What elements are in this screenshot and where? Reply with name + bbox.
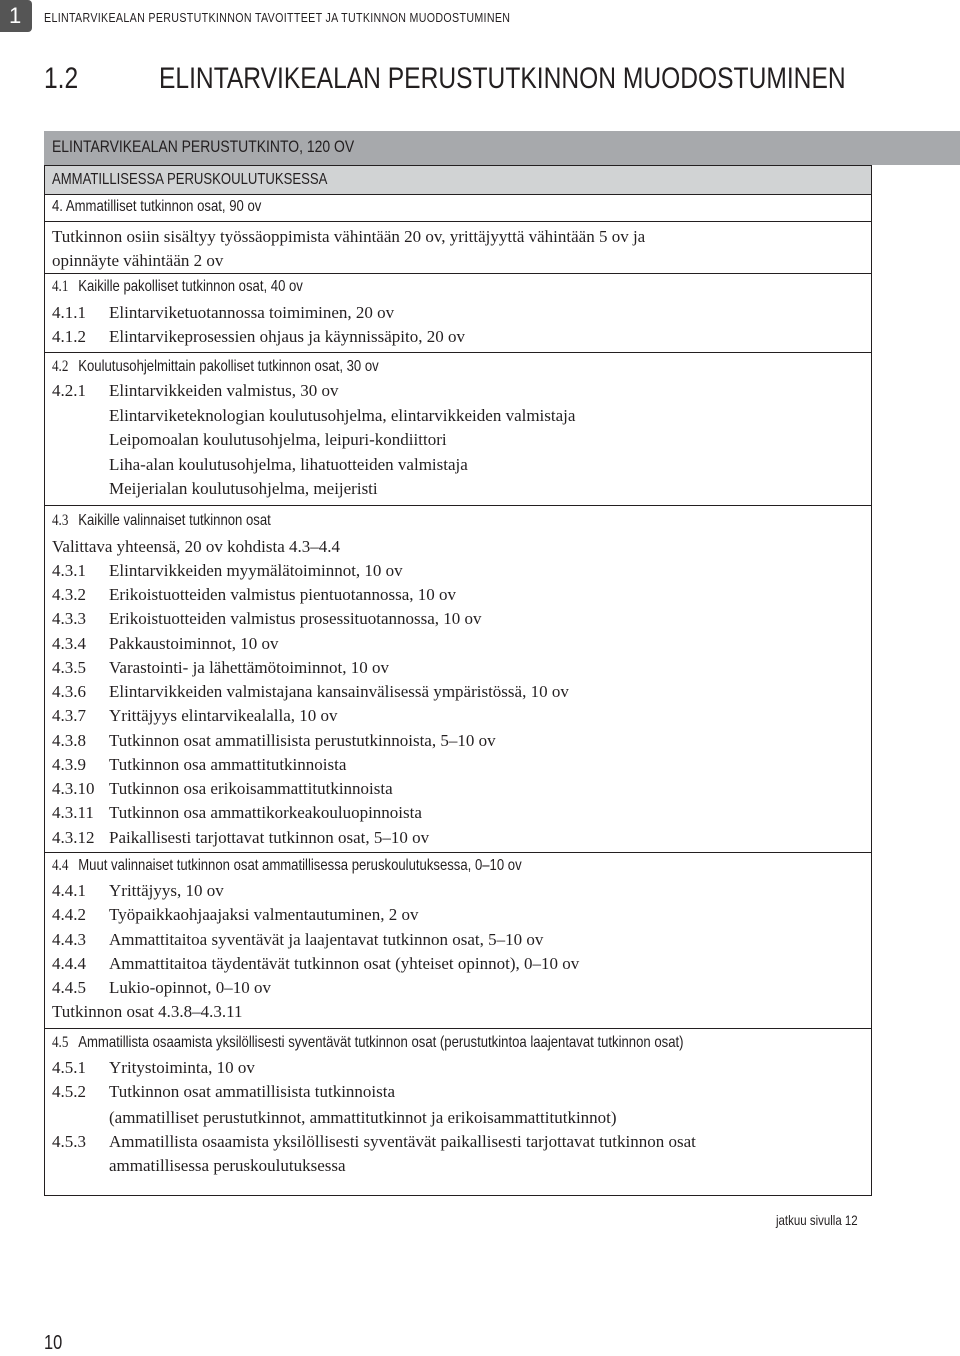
group-title: Koulutusohjelmittain pakolliset tutkinnon osat, 30 ov [78, 358, 379, 375]
list-item: 4.3.7 Yrittäjyys elintarvikealalla, 10 ov [52, 706, 338, 725]
group-title: Kaikille pakolliset tutkinnon osat, 40 ov [78, 278, 303, 295]
section-number: 1.2 [44, 62, 79, 95]
running-header [0, 0, 960, 36]
divider [45, 852, 871, 853]
group-title: Muut valinnaiset tutkinnon osat ammatillisessa peruskoulutuksessa, 0–10 ov [78, 857, 522, 874]
group-number: 4.1 [52, 278, 69, 295]
page-number: 10 [44, 1332, 63, 1354]
group-number: 4.2 [52, 358, 69, 375]
list-item: 4.2.1 Elintarvikkeiden valmistus, 30 ov [52, 381, 339, 400]
list-item: 4.4.2 Työpaikkaohjaajaksi valmentautuminen, 2 ov [52, 905, 419, 924]
part4-heading: 4. Ammatilliset tutkinnon osat, 90 ov [52, 198, 262, 215]
list-item-cont: (ammatilliset perustutkinnot, ammattitutkinnot ja erikoisammattitutkinnot) [109, 1108, 617, 1127]
divider [45, 221, 871, 222]
divider [45, 1028, 871, 1029]
list-item: 4.3.10 Tutkinnon osa erikoisammattitutkinnoista [52, 779, 393, 798]
divider [45, 505, 871, 506]
list-item: 4.3.2 Erikoistuotteiden valmistus pientuotannossa, 10 ov [52, 585, 457, 604]
programme-line: Meijerialan koulutusohjelma, meijeristi [109, 479, 378, 498]
list-item: 4.4.5 Lukio-opinnot, 0–10 ov [52, 978, 271, 997]
group-number: 4.4 [52, 857, 69, 874]
programme-line: Leipomoalan koulutusohjelma, leipuri-kondiittori [109, 430, 447, 449]
part4-intro: Tutkinnon osiin sisältyy työssäoppimista vähintään 20 ov, yrittäjyyttä vähintään 5 ov ja [52, 227, 646, 246]
list-item: 4.5.3 Ammatillista osaamista yksilöllisesti syventävät paikallisesti tarjottavat tutkinnon osat [52, 1132, 696, 1151]
programme-line: Elintarviketeknologian koulutusohjelma, elintarvikkeiden valmistaja [109, 406, 576, 425]
list-item: 4.3.11 Tutkinnon osa ammattikorkeakouluopinnoista [52, 803, 422, 822]
degree-bar [44, 131, 960, 165]
school-title: AMMATILLISESSA PERUSKOULUTUKSESSA [52, 171, 328, 188]
list-item: 4.3.6 Elintarvikkeiden valmistajana kansainvälisessä ympäristössä, 10 ov [52, 682, 569, 701]
group-number: 4.3 [52, 512, 69, 529]
degree-title: ELINTARVIKEALAN PERUSTUTKINTO, 120 OV [52, 137, 355, 156]
list-item: 4.1.1 Elintarviketuotannossa toimiminen, 20 ov [52, 303, 395, 322]
structure-table [44, 165, 872, 1196]
group-heading [52, 1032, 822, 1054]
list-item: 4.3.5 Varastointi- ja lähettämötoiminnot, 10 ov [52, 658, 389, 677]
group-number: 4.5 [52, 1034, 69, 1051]
list-item-cont: ammatillisessa peruskoulutuksessa [109, 1156, 346, 1175]
part4-intro-cont: opinnäyte vähintään 2 ov [52, 251, 224, 270]
list-item: 4.1.2 Elintarvikeprosessien ohjaus ja käynnissäpito, 20 ov [52, 327, 465, 346]
group-heading [52, 276, 358, 298]
running-header-text: ELINTARVIKEALAN PERUSTUTKINNON TAVOITTEET JA TUTKINNON MUODOSTUMINEN [44, 10, 511, 25]
list-item: 4.5.2 Tutkinnon osat ammatillisista tutkinnoista [52, 1082, 396, 1101]
group-title: Ammatillista osaamista yksilöllisesti syventävät tutkinnon osat (perustutkintoa laajentavat tutkinnon osat) [78, 1034, 684, 1051]
list-item: 4.5.1 Yritystoiminta, 10 ov [52, 1058, 255, 1077]
group-heading [52, 510, 319, 532]
school-bar [45, 166, 871, 195]
divider [45, 273, 871, 274]
list-item: 4.3.3 Erikoistuotteiden valmistus prosessituotannossa, 10 ov [52, 609, 482, 628]
group-heading [52, 356, 450, 378]
list-item: 4.3.1 Elintarvikkeiden myymälätoiminnot, 10 ov [52, 561, 403, 580]
group-heading [52, 855, 625, 877]
list-item: 4.4.4 Ammattitaitoa täydentävät tutkinnon osat (yhteiset opinnot), 0–10 ov [52, 954, 580, 973]
chapter-badge [0, 0, 32, 32]
divider [45, 352, 871, 353]
list-item: 4.4.1 Yrittäjyys, 10 ov [52, 881, 224, 900]
list-item: 4.3.4 Pakkaustoiminnot, 10 ov [52, 634, 279, 653]
list-item: 4.3.8 Tutkinnon osat ammatillisista perustutkinnoista, 5–10 ov [52, 731, 496, 750]
chapter-number: 1 [9, 3, 22, 28]
list-item: 4.3.12 Paikallisesti tarjottavat tutkinnon osat, 5–10 ov [52, 828, 430, 847]
group-note: Valittava yhteensä, 20 ov kohdista 4.3–4.4 [52, 537, 341, 556]
list-item: 4.4.3 Ammattitaitoa syventävät ja laajentavat tutkinnon osat, 5–10 ov [52, 930, 544, 949]
continued-note: jatkuu sivulla 12 [776, 1212, 858, 1228]
list-item: 4.3.9 Tutkinnon osa ammattitutkinnoista [52, 755, 347, 774]
section-heading: ELINTARVIKEALAN PERUSTUTKINNON MUODOSTUMINEN [159, 62, 846, 95]
group-title: Kaikille valinnaiset tutkinnon osat [78, 512, 271, 529]
programme-line: Liha-alan koulutusohjelma, lihatuotteiden valmistaja [109, 455, 468, 474]
group-note: Tutkinnon osat 4.3.8–4.3.11 [52, 1002, 243, 1021]
